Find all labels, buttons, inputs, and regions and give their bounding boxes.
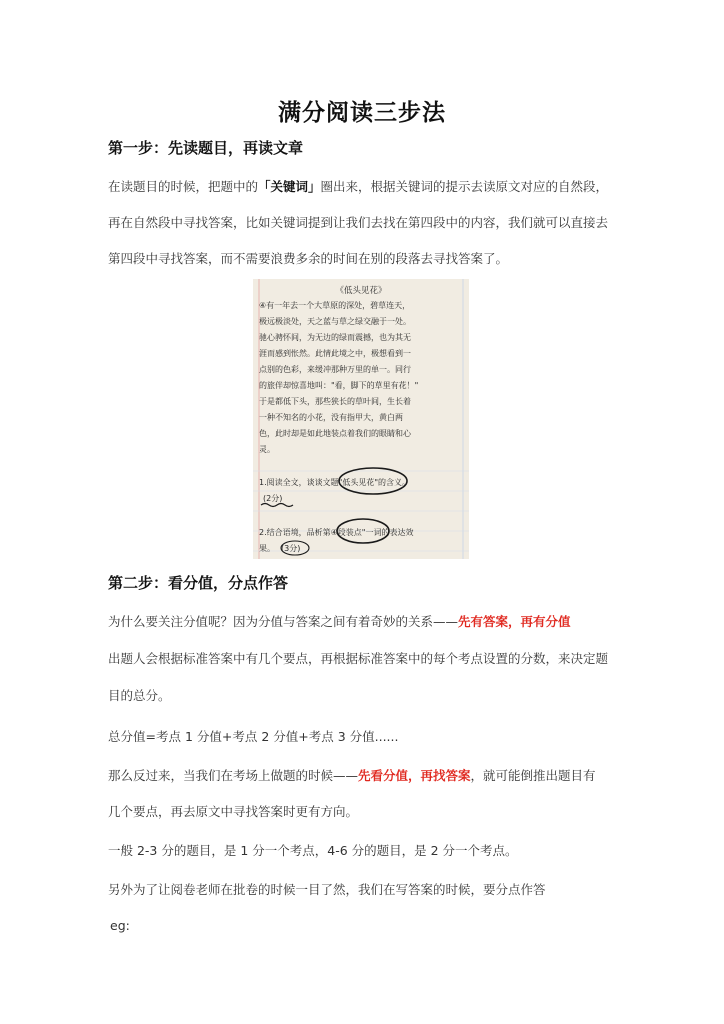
- photo-q2-b: 一词的表达效: [365, 528, 414, 537]
- step2-line-1-text: 为什么要关注分值呢？因为分值与答案之间有着奇妙的关系——: [108, 614, 459, 629]
- step1-paragraph-line-2: 再在自然段中寻找答案，比如关键词提到让我们去找在第四段中的内容，我们就可以直接去: [108, 215, 609, 230]
- formula-line: 总分值=考点 1 分值+考点 2 分值+考点 3 分值......: [108, 729, 399, 744]
- photo-q1-circled: "低头见花": [338, 478, 378, 487]
- photo-q2-text: [259, 527, 414, 538]
- example-label: eg:: [110, 918, 130, 933]
- red-emphasis-1: 先有答案，再有分值: [458, 614, 571, 629]
- photo-q2-a: 2.结合语境，品析: [259, 528, 323, 537]
- photo-line-9: 色，此时却是如此地装点着我们的眼睛和心: [259, 429, 411, 438]
- step1-text-b: 圈出来，根据关键词的提示去读原文对应的自然段，: [320, 179, 609, 194]
- step2-line-8: 另外为了让阅卷老师在批卷的时候一目了然，我们在写答案的时候，要分点作答: [108, 882, 546, 897]
- photo-q1-a: 1.阅读全文，谈谈文题: [259, 478, 339, 487]
- step1-heading: 第一步：先读题目，再读文章: [108, 139, 304, 157]
- step2-line-5: [108, 766, 628, 784]
- step1-paragraph-line-3: 第四段中寻找答案，而不需要浪费多余的时间在别的段落去寻找答案了。: [108, 251, 509, 266]
- photo-line-10: 灵。: [259, 445, 275, 454]
- photo-q1-text: [259, 477, 410, 488]
- photo-q1-score: (2分): [263, 494, 283, 503]
- exam-sheet-photo: [253, 279, 469, 559]
- photo-q1-b: 的含义。: [378, 478, 410, 487]
- step2-line-1: [108, 612, 628, 630]
- red-emphasis-2: 先看分值，再找答案: [358, 768, 471, 783]
- photo-line-4: 涯而感到怅然。此情此境之中，极想看到一: [259, 349, 411, 358]
- step1-text-a: 在读题目的时候，把题中的: [108, 179, 259, 194]
- photo-q2-c-text: 果。: [259, 544, 275, 553]
- photo-title: 《低头见花》: [335, 286, 387, 296]
- step2-line-5-a: 那么反过来，当我们在考场上做题的时候——: [108, 768, 359, 783]
- photo-line-3: 驰心骋怀间，为无边的绿而震撼，也为其无: [259, 333, 411, 342]
- photo-line-2: 极远极淡处，天之蓝与草之绿交融于一处。: [259, 317, 411, 326]
- page-title: 满分阅读三步法: [278, 100, 446, 126]
- photo-q2-score: (3分): [281, 544, 301, 553]
- photo-line-1: ④有一年去一个大草原的深处，碧草连天，: [259, 301, 411, 310]
- step2-line-7: 一般 2-3 分的题目，是 1 分一个考点，4-6 分的题目，是 2 分一个考点。: [108, 843, 518, 858]
- step2-line-5-b: ，就可能倒推出题目有: [470, 768, 596, 783]
- step2-line-3: 目的总分。: [108, 688, 171, 703]
- photo-q2-circled: 第④段装点": [322, 528, 366, 537]
- photo-line-8: 一种不知名的小花，没有指甲大，黄白两: [259, 413, 403, 422]
- photo-line-7: 于是都低下头，那些狭长的草叶间，生长着: [259, 397, 411, 406]
- step1-paragraph-line-1: [108, 177, 628, 195]
- photo-line-5: 点别的色彩，来缓冲那种万里的单一。同行: [259, 365, 411, 374]
- photo-line-6: 的旅伴却惊喜地叫："看，脚下的草里有花！": [259, 381, 419, 390]
- keyword-highlight: 「关键词」: [258, 179, 321, 194]
- step2-line-2: 出题人会根据标准答案中有几个要点，再根据标准答案中的每个考点设置的分数，来决定题: [108, 651, 609, 666]
- step2-line-6: 几个要点，再去原文中寻找答案时更有方向。: [108, 804, 359, 819]
- step2-heading: 第二步：看分值，分点作答: [108, 574, 289, 592]
